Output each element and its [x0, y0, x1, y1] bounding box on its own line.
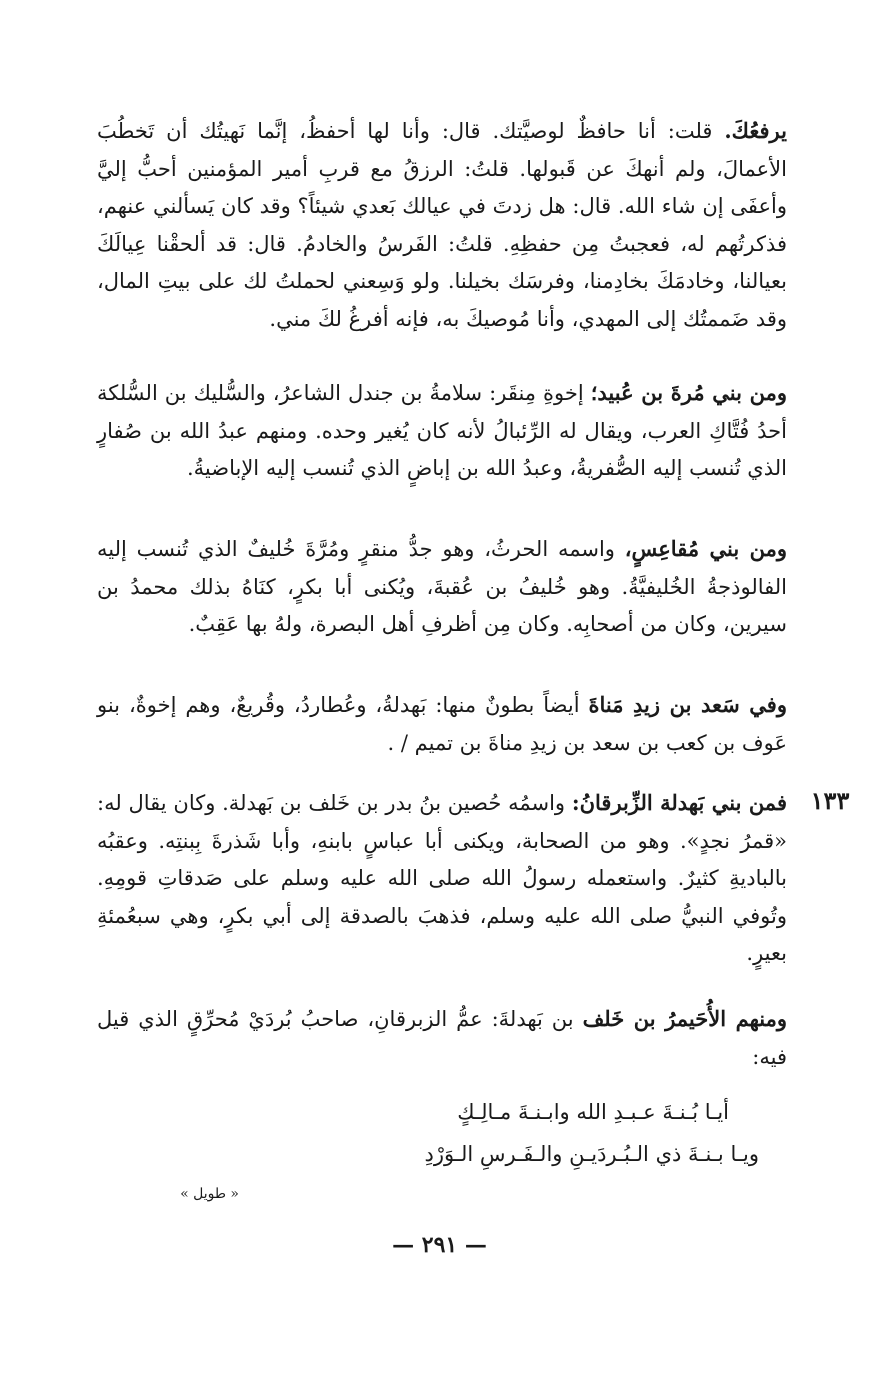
paragraph-2 [97, 374, 787, 488]
paragraph-5-lead: فمن بني بَهدلة الزِّبرقانُ: [571, 790, 787, 815]
paragraph-4 [97, 686, 787, 762]
paragraph-2-text: إخوةِ مِنقَر: سلامةُ بن جندل الشاعرُ، والسُّليك بن السُّلكة أحدُ فُتَّاكِ العرب، ويقال له الرِّئبالُ لأنه كان يُغير وحده. ومنهم عبدُ الله بن صُفارٍ الذي تُنسب إليه الصُّفريةُ، وعبدُ الله بن إباضٍ الذي تُنسب إليه الإباضيةُ. [97, 381, 787, 480]
page-number: — ٢٩١ — [392, 1232, 487, 1258]
paragraph-3-text: واسمه الحرثُ، وهو جدُّ منقرٍ ومُرَّةَ خُليفٌ الذي تُنسب إليه الفالوذجةُ الخُليفيَّةُ. وهو خُليفُ بن عُقبةَ، ويُكنى أبا بكرٍ، كنَاهُ بذلك محمدُ بن سيرين، وكان من أصحابِه. وكان مِن أظرفِ أهل البصرة، ولهُ بها عَقِبٌ. [97, 537, 787, 636]
paragraph-6 [97, 1000, 787, 1076]
meter-label: « طويل » [180, 1186, 239, 1202]
paragraph-2-lead: ومن بني مُرةَ بن عُبيد؛ [590, 380, 787, 405]
paragraph-4-text: أيضاً بطونٌ منها: بَهدلةُ، وعُطاردُ، وقُريعٌ، وهم إخوةٌ، بنو عَوف بن كعب بن سعد بن زيدِ مناةَ بن تميم / . [97, 693, 787, 755]
margin-page-number: ١٣٣ [810, 786, 850, 815]
paragraph-1-text: قلت: أنا حافظٌ لوصيَّتك. قال: وأنا لها أحفظُ، إنَّما نَهيتُك أن تَخطُبَ الأعمالَ، ولم أنهكَ عن قَبولها. قلتُ: الرزقُ مع قربِ أمير المؤمنين أحبُّ إليَّ وأعفَى إن شاء الله. قال: هل زدتَ في عيالك بَعدي شيئاً؟ وقد كان يَسألني عنهم، فذكرتُهم له، فعجبتُ مِن حفظِهِ. قلتُ: الفَرسُ والخادمُ. قال: قد ألحقْنا عِيالَكَ بعيالنا، وخادمَكَ بخادِمنا، وفرسَك بخيلنا. ولو وَسِعني لحملتُ لك على بيتِ المال، وقد ضَممتُك إلى المهدي، وأنا مُوصيكَ به، فإنه أفرغُ لكَ مني. [97, 119, 787, 331]
verse-line-2: ويـا بـنـةَ ذي الـبُـردَيـنِ والـفَـرسِ الـوَرْدِ [424, 1142, 759, 1166]
paragraph-3 [97, 530, 787, 644]
paragraph-6-text: بن بَهدلةَ: عمُّ الزبرقانِ، صاحبُ بُردَيْ مُحرِّقٍ الذي قيل فيه: [97, 1007, 787, 1069]
paragraph-3-lead: ومن بني مُقاعِسٍ، [624, 536, 787, 561]
paragraph-1-lead: يرفعُكَ. [724, 118, 787, 143]
paragraph-5 [97, 784, 787, 973]
verse-line-1: أيـا بُـنـةَ عـبـدِ الله وابـنـةَ مـالِـكٍ [457, 1100, 729, 1124]
paragraph-4-lead: وفي سَعد بن زيدِ مَناةَ [588, 692, 787, 717]
paragraph-5-text: واسمُه حُصين بنُ بدر بن خَلف بن بَهدلة. وكان يقال له: «قمرُ نجدٍ». وهو من الصحابة، ويكنى أبا عباسٍ بابنهِ، وأبا شَذرةَ بِبنتِه. وعقبُه بالباديةِ كثيرٌ. واستعمله رسولُ الله صلى الله عليه وسلم على صَدقاتِ قومِهِ. وتُوفي النبيُّ صلى الله عليه وسلم، فذهبَ بالصدقة إلى أبي بكرٍ، وهي سبعُمئةِ بعيرٍ. [97, 791, 787, 965]
paragraph-1 [97, 112, 787, 338]
paragraph-6-lead: ومنهم الأُحَيمرُ بن خَلف [582, 1006, 787, 1031]
